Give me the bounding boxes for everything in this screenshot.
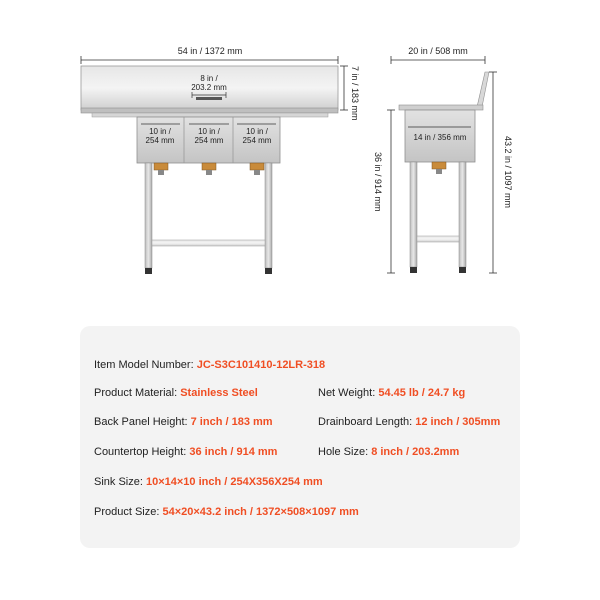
spec-sink-label: Sink Size:: [94, 476, 146, 488]
spec-model: [94, 358, 325, 372]
backpanel-height-dimension: [340, 66, 360, 121]
front-view: [81, 46, 360, 274]
spec-sink-value: 10×14×10 inch / 254X356X254 mm: [145, 476, 323, 488]
spec-drainboard-label: Drainboard Length:: [318, 416, 416, 428]
spec-countertop-value: 36 inch / 914 mm: [189, 446, 278, 458]
hole-label-line2: 203.2 mm: [191, 83, 227, 92]
spec-drainboard: [318, 415, 500, 429]
side-drain: [432, 162, 446, 169]
spec-product-value: 54×20×43.2 inch / 1372×508×1097 mm: [162, 506, 359, 518]
spec-weight-label: Net Weight:: [318, 387, 379, 399]
spec-sink: [94, 475, 323, 489]
spec-countertop: [94, 445, 277, 459]
countertop-edge: [81, 108, 338, 113]
side-view: [373, 46, 513, 273]
drainboard-lip: [92, 113, 328, 117]
spec-material: [94, 386, 258, 400]
sink-bowls: [137, 117, 280, 175]
spec-countertop-label: Countertop Height:: [94, 446, 190, 458]
side-countertop: [399, 105, 483, 110]
hole-label-line1: 8 in /: [200, 74, 218, 83]
spec-weight-value: 54.45 lb / 24.7 kg: [378, 387, 466, 399]
spec-material-value: Stainless Steel: [180, 387, 258, 399]
backpanel-height-label: 7 in / 183 mm: [350, 66, 360, 121]
faucet-hole: [196, 97, 222, 100]
front-width-label: 54 in / 1372 mm: [177, 46, 243, 56]
spec-backpanel-label: Back Panel Height:: [94, 416, 191, 428]
front-width-dimension: [81, 46, 338, 64]
spec-material-label: Product Material:: [94, 387, 181, 399]
spec-drainboard-value: 12 inch / 305mm: [415, 416, 501, 428]
drain-fittings: [154, 163, 264, 175]
side-depth-dimension: [391, 46, 485, 64]
spec-backpanel-value: 7 inch / 183 mm: [190, 416, 273, 428]
countertop-height-label: 36 in / 914 mm: [373, 152, 383, 212]
bowl-2-label-2: 254 mm: [194, 136, 224, 145]
bowl-3-label-1: 10 in /: [246, 127, 268, 136]
total-height-dimension: [489, 72, 513, 273]
spec-hole: [318, 445, 459, 459]
spec-backpanel: [94, 415, 273, 429]
spec-model-value: JC-S3C101410-12LR-318: [196, 359, 326, 371]
bowl-3-label-2: 254 mm: [242, 136, 272, 145]
side-legs: [410, 162, 466, 273]
total-height-label: 43.2 in / 1097 mm: [503, 136, 513, 209]
side-backsplash: [477, 72, 489, 107]
spec-hole-label: Hole Size:: [318, 446, 372, 458]
side-bowl-label: 14 in / 356 mm: [413, 133, 467, 142]
spec-product-label: Product Size:: [94, 506, 163, 518]
spec-product: [94, 505, 359, 519]
spec-model-label: Item Model Number:: [94, 359, 197, 371]
spec-hole-value: 8 inch / 203.2mm: [371, 446, 460, 458]
spec-weight: [318, 386, 465, 400]
front-legs: [145, 163, 272, 274]
countertop-height-dimension: [373, 110, 395, 273]
bowl-1-label-1: 10 in /: [149, 127, 171, 136]
bowl-1-label-2: 254 mm: [145, 136, 175, 145]
side-depth-label: 20 in / 508 mm: [408, 46, 468, 56]
bowl-2-label-1: 10 in /: [198, 127, 220, 136]
